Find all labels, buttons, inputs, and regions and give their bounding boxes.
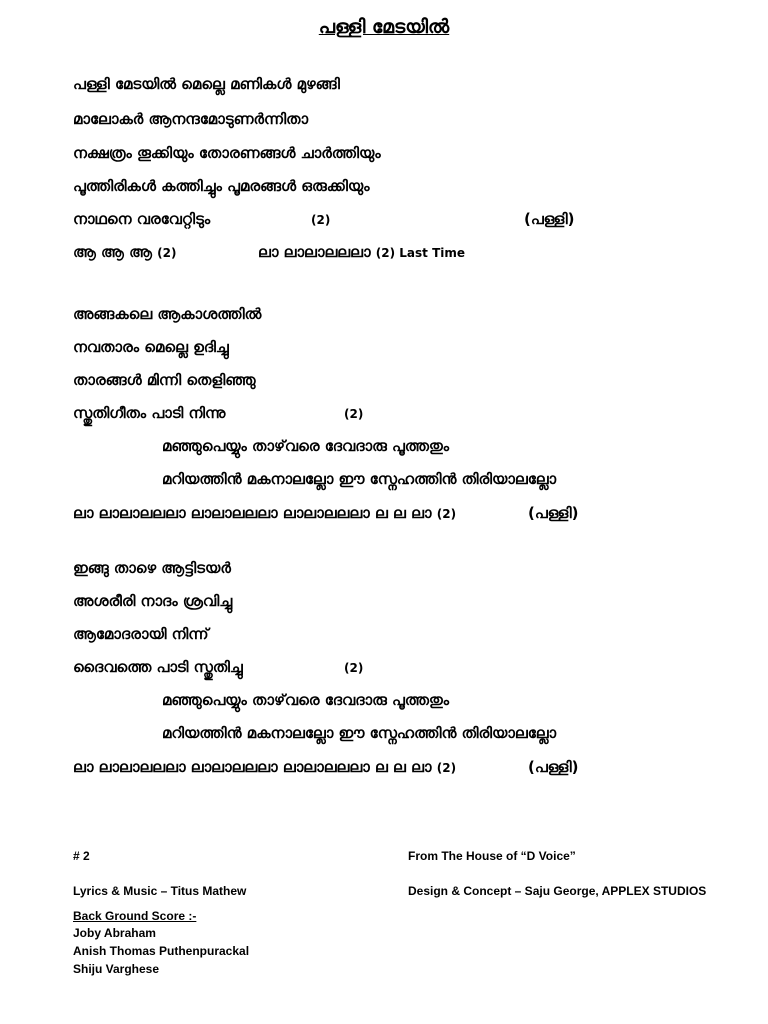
verse3-line4: ദൈവത്തെ പാടി സ്തുതിച്ചു xyxy=(73,658,243,676)
background-score-artist-1: Joby Abraham xyxy=(73,926,156,940)
verse3-line3: ആമോദരായി നിന്ന് xyxy=(73,625,209,643)
verse2-la-text: ലാ ലാലാലലലാ ലാലാലലലാ ലാലാലലലാ ല ല ലാ xyxy=(73,504,432,522)
verse1-line6-b-text: ലാ ലാലാലലലാ xyxy=(258,243,371,261)
verse1-line3: നക്ഷത്രം തൂക്കിയും തോരണങ്ങൾ ചാർത്തിയും xyxy=(73,144,381,162)
verse1-line2: മാലോകർ ആനന്ദമോടുണർന്നിതാ xyxy=(73,110,309,128)
verse2-chorus1: മഞ്ഞുപെയ്യും താഴ്‌വരെ ദേവദാരു പൂത്തതും xyxy=(162,437,450,455)
verse1-line6-b xyxy=(258,243,465,261)
verse2-line2: നവതാരം മെല്ലെ ഉദിച്ചു xyxy=(73,338,229,356)
house-credit: From The House of “D Voice” xyxy=(408,849,576,863)
verse3-la-line xyxy=(73,758,456,776)
verse3-chorus2: മറിയത്തിൻ മകനാലല്ലോ ഈ സ്നേഹത്തിൻ തിരിയാലല്ലോ xyxy=(162,724,557,742)
verse3-la-repeat: (2) xyxy=(436,761,457,775)
background-score-label: Back Ground Score :- xyxy=(73,909,197,923)
verse2-line4-repeat: (2) xyxy=(344,407,364,421)
verse2-line3: താരങ്ങൾ മിന്നി തെളിഞ്ഞു xyxy=(73,371,256,389)
verse3-la-refrain: (പള്ളി) xyxy=(528,758,579,776)
background-score-artist-3: Shiju Varghese xyxy=(73,962,160,976)
verse1-line1: പള്ളി മേടയിൽ മെല്ലെ മണികൾ മുഴങ്ങി xyxy=(73,75,340,93)
verse2-line1: അങ്ങകലെ ആകാശത്തിൽ xyxy=(73,305,262,323)
verse1-line6 xyxy=(73,243,177,261)
verse2-la-line xyxy=(73,504,456,522)
verse3-line1: ഇങ്ങു താഴെ ആട്ടിടയർ xyxy=(73,559,231,577)
design-credit: Design & Concept – Saju George, APPLEX STUDIOS xyxy=(408,884,707,898)
verse2-la-repeat: (2) xyxy=(436,507,457,521)
track-number: # 2 xyxy=(73,849,90,863)
verse3-chorus1: മഞ്ഞുപെയ്യും താഴ്‌വരെ ദേവദാരു പൂത്തതും xyxy=(162,691,450,709)
verse1-line6-text: ആ ആ ആ xyxy=(73,243,152,261)
verse2-line4: സ്തുതിഗീതം പാടി നിന്നു xyxy=(73,404,226,422)
verse3-line4-repeat: (2) xyxy=(344,661,364,675)
verse1-line5-repeat: (2) xyxy=(311,213,331,227)
background-score-artist-2: Anish Thomas Puthenpurackal xyxy=(73,944,250,958)
verse1-line6-repeat: (2) xyxy=(157,246,177,260)
verse1-line5-refrain: (പള്ളി) xyxy=(524,210,575,228)
verse2-la-refrain: (പള്ളി) xyxy=(528,504,579,522)
verse1-line6-b-repeat: (2) Last Time xyxy=(375,246,466,260)
verse1-line4: പൂത്തിരികൾ കത്തിച്ചും പൂമരങ്ങൾ ഒരുക്കിയും xyxy=(73,177,370,195)
verse3-line2: അശരീരി നാദം ശ്രവിച്ചു xyxy=(73,592,233,610)
verse2-chorus2: മറിയത്തിൻ മകനാലല്ലോ ഈ സ്നേഹത്തിൻ തിരിയാലല്ലോ xyxy=(162,470,557,488)
song-title: പള്ളി മേടയിൽ xyxy=(318,16,450,38)
verse1-line5: നാഥനെ വരവേറ്റിടും xyxy=(73,210,211,228)
lyrics-credit: Lyrics & Music – Titus Mathew xyxy=(73,884,247,898)
verse3-la-text: ലാ ലാലാലലലാ ലാലാലലലാ ലാലാലലലാ ല ല ലാ xyxy=(73,758,432,776)
